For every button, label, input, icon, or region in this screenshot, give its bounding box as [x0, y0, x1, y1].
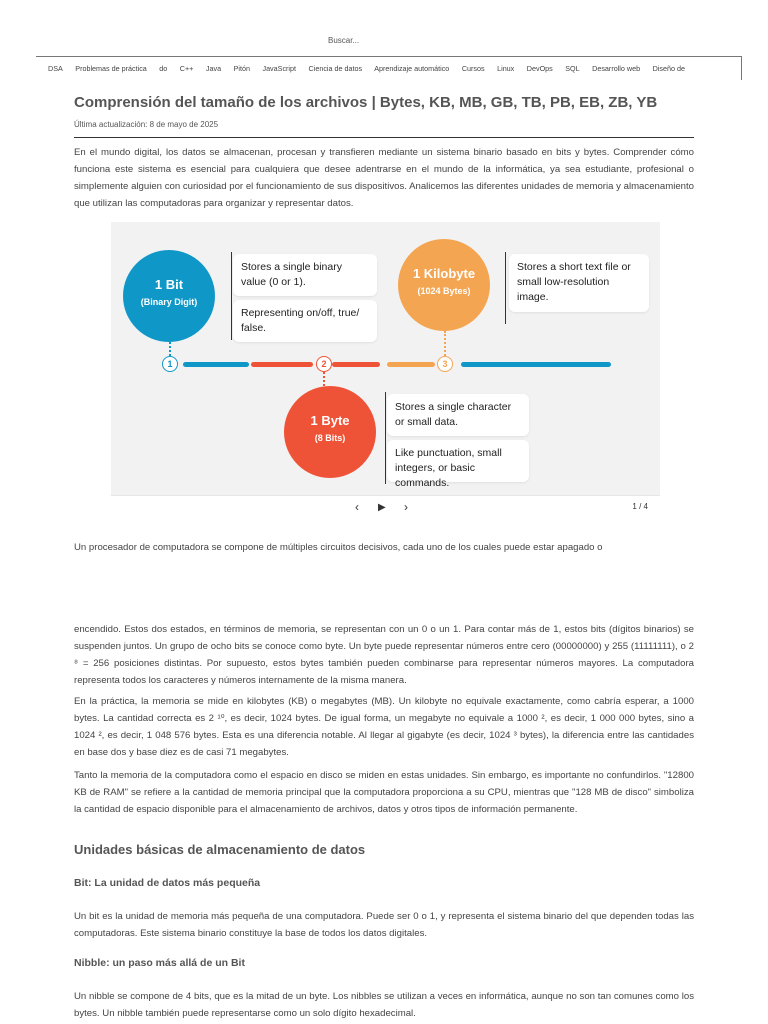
bit-bracket-line: [231, 252, 232, 340]
kilobyte-subtitle: (1024 Bytes): [417, 286, 471, 296]
bit-card-1: Stores a single binary value (0 or 1).: [233, 254, 377, 296]
nav-item-sql[interactable]: SQL: [565, 64, 580, 73]
nav-scroll-edge: [731, 56, 742, 80]
search-input[interactable]: Buscar...: [328, 36, 360, 45]
byte-card-2: Like punctuation, small integers, or basic commands.: [387, 440, 529, 482]
top-bar: [0, 0, 768, 56]
last-updated: Última actualización: 8 de mayo de 2025: [74, 120, 219, 129]
byte-circle: [284, 386, 376, 478]
kilobyte-paragraph: En la práctica, la memoria se mide en kilobytes (KB) o megabytes (MB). Un kilobyte no equivale exactamente, como cabría esperar, a 1000 bytes. La cantidad correcta es 2 ¹⁰, es decir, 1024 bytes. De igual forma, un megabyte no equivale a 1000 ², es decir, 1 000 000 bytes, sino a 1024 ², es decir, 1 048 576 bytes. Esta es una diferencia notable. Al llegar al gigabyte (es decir, 1024 ³ bytes), la diferencia entre las cantidades en base dos y base diez es de casi 71 megabytes.: [74, 696, 694, 758]
connector-kb: [444, 331, 446, 356]
processor-paragraph: Un procesador de computadora se compone de múltiples circuitos decisivos, cada uno de los cuales puede estar apagado o: [74, 542, 603, 553]
timeline-segment-kb: [387, 362, 435, 367]
title-divider: [74, 137, 694, 138]
bit-paragraph: Un bit es la unidad de memoria más pequeña de una computadora. Puede ser 0 o 1, y representa el sistema binario del que dependen todas las computadoras. Este sistema binario constituye la base de todos los datos digitales.: [74, 911, 694, 939]
nav-item-javascript[interactable]: JavaScript: [262, 64, 297, 73]
carousel-slide: [111, 222, 660, 495]
nav-item-c[interactable]: do: [159, 64, 168, 73]
kilobyte-title: 1 Kilobyte: [412, 266, 476, 281]
intro-paragraph: En el mundo digital, los datos se almacenan, procesan y transfieren mediante un sistema binario basado en bits y bytes. Comprender cómo funciona este sistema es esencial para cualquiera que desee adentrarse en el mundo de la informática, ya sea estudiante, profesional o simplemente alguien con curiosidad por el funcionamiento de sus dispositivos. Analicemos las diferentes unidades de memoria y almacenamiento que utilizan las computadoras para organizar y representar datos.: [74, 147, 694, 209]
category-nav: [48, 64, 695, 76]
nav-item-practice-problems[interactable]: Problemas de práctica: [75, 64, 147, 73]
timeline-segment-byte-2: [332, 362, 380, 367]
step-marker-1: 1: [162, 356, 178, 372]
infographic-carousel: [111, 222, 660, 519]
bit-title: 1 Bit: [154, 277, 184, 292]
step-marker-2: 2: [316, 356, 332, 372]
byte-title: 1 Byte: [310, 413, 350, 428]
byte-bracket-line: [385, 392, 386, 484]
header-divider: [36, 56, 742, 57]
byte-card-1: Stores a single character or small data.: [387, 394, 529, 436]
section-heading: Unidades básicas de almacenamiento de datos: [74, 842, 366, 857]
timeline-segment-byte: [251, 362, 313, 367]
prev-slide-button[interactable]: ‹: [355, 500, 359, 514]
bit-subtitle: (Binary Digit): [140, 297, 198, 307]
step-marker-3: 3: [437, 356, 453, 372]
nav-item-courses[interactable]: Cursos: [461, 64, 485, 73]
kilobyte-circle: [398, 239, 490, 331]
nav-item-design[interactable]: Diseño de: [652, 64, 685, 73]
article-title: Comprensión del tamaño de los archivos | Bytes, KB, MB, GB, TB, PB, EB, ZB, YB: [74, 94, 658, 111]
nibble-paragraph: Un nibble se compone de 4 bits, que es la mitad de un byte. Los nibbles se utilizan a veces en informática, aunque no son tan comunes como los bytes. Un nibble también puede representarse como un solo dígito hexadecimal.: [74, 991, 694, 1019]
carousel-controls: [111, 495, 660, 520]
timeline-segment-bit: [183, 362, 249, 367]
nibble-heading: Nibble: un paso más allá de un Bit: [74, 957, 245, 969]
bit-heading: Bit: La unidad de datos más pequeña: [74, 877, 261, 889]
bit-card-2: Representing on/off, true/ false.: [233, 300, 377, 342]
nav-item-python[interactable]: Pitón: [233, 64, 250, 73]
bit-circle: [123, 250, 215, 342]
nav-item-dsa[interactable]: DSA: [48, 64, 63, 73]
nav-item-web-dev[interactable]: Desarrollo web: [592, 64, 641, 73]
memory-vs-disk-paragraph: Tanto la memoria de la computadora como el espacio en disco se miden en estas unidades. Sin embargo, es importante no confundirlos. "12800 KB de RAM" se refiere a la cantidad de memoria principal que la computadora proporciona a su CPU, mientras que "128 MB de disco" simboliza la cantidad de espacio disponible para el almacenamiento de archivos, datos y otros tipos de información permanente.: [74, 770, 694, 815]
bits-bytes-paragraph: encendido. Estos dos estados, en términos de memoria, se representan con un 0 o un 1. Para contar más de 1, estos bits (dígitos binarios) se suspenden juntos. Un grupo de ocho bits se conoce como byte. Un byte puede representar números entre cero (00000000) y 255 (11111111), o 2 ⁸ = 256 posiciones distintas. Por supuesto, estos bytes también pueden combinarse para representar números mayores. La computadora representa todos los caracteres y números internamente de la misma manera.: [74, 624, 694, 686]
slide-counter: 1 / 4: [632, 502, 648, 511]
nav-item-data-science[interactable]: Ciencia de datos: [308, 64, 363, 73]
kilobyte-bracket-line: [505, 252, 506, 324]
connector-bit: [169, 342, 171, 356]
nav-item-machine-learning[interactable]: Aprendizaje automático: [374, 64, 450, 73]
next-slide-button[interactable]: ›: [404, 500, 408, 514]
byte-subtitle: (8 Bits): [314, 433, 346, 443]
kilobyte-card: Stores a short text file or small low-resolution image.: [509, 254, 649, 312]
nav-item-cpp[interactable]: C++: [179, 64, 194, 73]
nav-item-devops[interactable]: DevOps: [526, 64, 553, 73]
play-button[interactable]: ▶: [378, 502, 386, 513]
nav-item-java[interactable]: Java: [205, 64, 222, 73]
connector-byte: [323, 372, 325, 386]
timeline-segment-more: [461, 362, 611, 367]
nav-item-linux[interactable]: Linux: [497, 64, 515, 73]
